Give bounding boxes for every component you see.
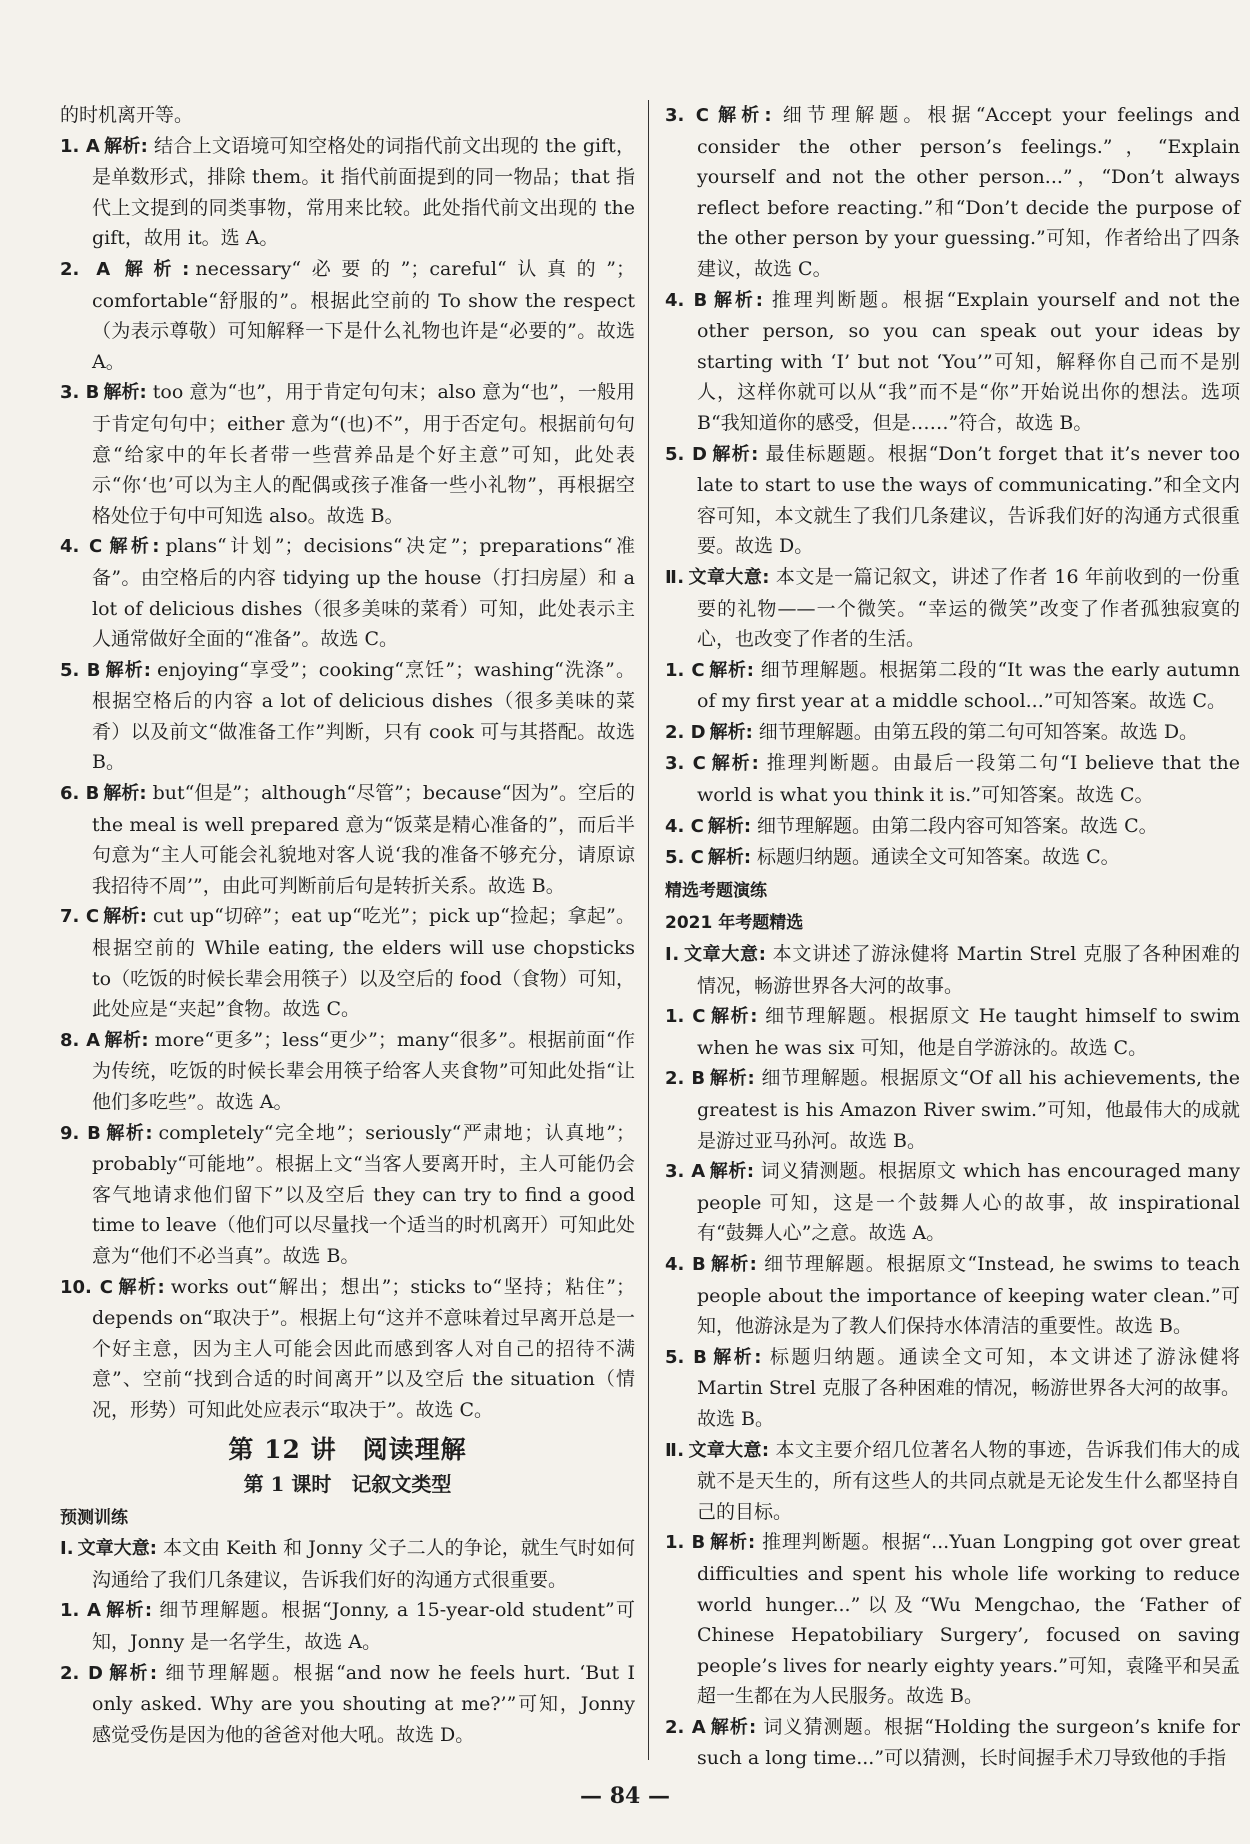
item-explanation: more“更多”；less“更少”；many“很多”。根据前面“作为传统，吃饭的时候长辈会用筷子给客人夹食物”可知此处指“让他们多吃些”。故选 A。 bbox=[92, 1028, 636, 1113]
item-key-label: 解析: bbox=[116, 1276, 165, 1298]
item-key-label: 解析: bbox=[103, 382, 147, 404]
answer-item bbox=[60, 1025, 635, 1118]
item-number: 1. C bbox=[665, 659, 705, 681]
item-key-label: 文章大意: bbox=[688, 566, 770, 588]
answer-item bbox=[60, 1658, 635, 1751]
item-key-label: 文章大意: bbox=[688, 1439, 770, 1461]
item-explanation: too 意为“也”，用于肯定句句末；also 意为“也”，一般用于肯定句句中；either 意为“(也)不”，用于否定句。根据前句句意“给家中的年长者带一些营养品是个好主意”可知，此处表示“你‘也’可以为主人的配偶或孩子准备一些小礼物”，再根据空格处位于句中可知选 also。故选 B。 bbox=[92, 381, 635, 527]
item-number: 3. B bbox=[60, 382, 100, 404]
answer-item bbox=[665, 439, 1240, 562]
item-number: 3. C bbox=[665, 753, 706, 775]
item-explanation: 细节理解题。根据原文“Of all his achievements, the greatest is his Amazon River swim.”可知，他最伟大的成就是游过亚马孙河。故选 B。 bbox=[697, 1067, 1240, 1152]
item-key-label: 解析: bbox=[103, 906, 147, 928]
item-key-label: 解析: bbox=[708, 659, 754, 681]
item-explanation: 推理判断题。由最后一段第二句“I believe that the world is what you think it is.”可知答案。故选 C。 bbox=[697, 752, 1240, 807]
item-key-label: 解析: bbox=[709, 721, 753, 743]
answer-item bbox=[665, 748, 1240, 810]
item-explanation: enjoying“享受”；cooking“烹饪”；washing“洗涤”。根据空格后的内容 a lot of delicious dishes（很多美味的菜肴）以及前文“做准备工作”判断，只有 cook 可与其搭配。故选 B。 bbox=[92, 658, 635, 774]
item-key-label: 文章大意: bbox=[77, 1538, 157, 1560]
answer-item bbox=[665, 811, 1240, 843]
answer-item bbox=[665, 842, 1240, 874]
answer-item bbox=[665, 1527, 1240, 1712]
answer-item bbox=[60, 901, 635, 1024]
item-number: 10. C bbox=[60, 1276, 113, 1298]
item-explanation: 细节理解题。根据“and now he feels hurt. ‘But I only asked. Why are you shouting at me?’”可知，Jonny 感觉受伤是因为他的爸爸对他大吼。故选 D。 bbox=[92, 1661, 635, 1746]
item-key-label: 解析: bbox=[709, 1006, 758, 1028]
item-number: Ⅱ. bbox=[665, 566, 685, 588]
item-explanation: 本文主要介绍几位著名人物的事迹，告诉我们伟大的成就不是天生的，所有这些人的共同点就是无论发生什么都坚持自己的目标。 bbox=[697, 1438, 1240, 1523]
answer-item bbox=[665, 1156, 1240, 1249]
item-number: Ⅱ. bbox=[665, 1439, 685, 1461]
lesson-subheading: 第 1 课时 记叙文类型 bbox=[243, 1471, 452, 1496]
item-number: 3. C bbox=[665, 105, 709, 126]
item-number: 4. B bbox=[665, 289, 708, 311]
answer-item bbox=[665, 1249, 1240, 1342]
answer-item bbox=[665, 1435, 1240, 1528]
item-key-label: 解析: bbox=[707, 815, 752, 837]
answer-item bbox=[665, 1063, 1240, 1156]
section-heading: 精选考题演练 bbox=[665, 880, 767, 901]
item-explanation: 细节理解题。根据原文 He taught himself to swim when he was six 可知，他是自学游泳的。故选 C。 bbox=[697, 1005, 1240, 1059]
item-number: Ⅰ. bbox=[665, 944, 680, 966]
answer-item bbox=[665, 655, 1240, 717]
item-number: 5. B bbox=[60, 659, 101, 681]
item-number: 2. D bbox=[60, 1662, 103, 1684]
answer-item bbox=[60, 1533, 635, 1595]
item-number: Ⅰ. bbox=[60, 1538, 74, 1560]
answer-item bbox=[60, 131, 635, 254]
item-number: 1. A bbox=[60, 135, 100, 157]
right-column bbox=[665, 100, 1240, 1774]
item-key-label: 解析: bbox=[709, 1161, 755, 1183]
item-number: 5. D bbox=[665, 443, 707, 465]
item-number: 1. B bbox=[665, 1532, 706, 1554]
answer-item bbox=[60, 531, 635, 654]
item-key-label: 解析: bbox=[104, 659, 152, 681]
answer-item bbox=[665, 285, 1240, 439]
item-number: 2. D bbox=[665, 721, 706, 743]
item-explanation: 词义猜测题。根据原文 which has encouraged many people 可知，这是一个鼓舞人心的故事，故 inspirational 有“鼓舞人心”之意。故选 A。 bbox=[697, 1160, 1240, 1245]
answer-item bbox=[665, 939, 1240, 1001]
answer-item bbox=[665, 100, 1240, 285]
item-explanation: cut up“切碎”；eat up“吃光”；pick up“捡起；拿起”。根据空前的 While eating, the elders will use chopsticks to（吃饭的时候长辈会用筷子）以及空后的 food（食物）可知，此处应是“夹起”食物。故选 C。 bbox=[92, 905, 636, 1021]
answer-item bbox=[665, 562, 1240, 655]
column-divider bbox=[648, 100, 649, 1760]
item-number: 2. A bbox=[60, 258, 111, 280]
section-heading: 预测训练 bbox=[60, 1507, 128, 1528]
item-key-label: 解析: bbox=[104, 1029, 149, 1051]
item-number: 6. B bbox=[60, 783, 100, 805]
item-explanation: 本文是一篇记叙文，讲述了作者 16 年前收到的一份重要的礼物——一个微笑。“幸运的微笑”改变了作者孤独寂寞的心，也改变了作者的生活。 bbox=[697, 565, 1240, 651]
item-number: 4. B bbox=[665, 1253, 706, 1275]
item-explanation: 细节理解题。根据第二段的“It was the early autumn of my first year at a middle school...”可知答案。故选 C。 bbox=[697, 658, 1240, 713]
item-explanation: 最佳标题题。根据“Don’t forget that it’s never too late to start to use the ways of communicating.”和全文内容可知，本文就生了我们几条建议，告诉我们好的沟通方式很重要。故选 D。 bbox=[697, 442, 1241, 558]
item-number: 1. A bbox=[60, 1600, 101, 1622]
item-number: 5. C bbox=[665, 847, 704, 869]
item-key-label: 解析: bbox=[104, 1600, 153, 1622]
item-key-label: 解析: bbox=[709, 753, 759, 775]
answer-item bbox=[665, 1342, 1240, 1435]
answer-item bbox=[665, 1712, 1240, 1774]
answer-item bbox=[60, 778, 635, 901]
item-explanation: 标题归纳题。通读全文可知，本文讲述了游泳健将 Martin Strel 克服了各种困难的情况，畅游世界各大河的故事。故选 B。 bbox=[697, 1345, 1240, 1430]
page-number: — 84 — bbox=[580, 1783, 670, 1809]
item-explanation: 细节理解题。根据“Jonny, a 15-year-old student”可知，Jonny 是一名学生，故选 A。 bbox=[92, 1599, 635, 1653]
left-column bbox=[60, 100, 635, 1750]
item-key-label: 文章大意: bbox=[683, 944, 766, 966]
item-key-label: 解析: bbox=[103, 783, 147, 805]
item-key-label: 解析: bbox=[711, 289, 763, 311]
answer-item bbox=[60, 1595, 635, 1657]
item-number: 5. B bbox=[665, 1346, 707, 1368]
item-explanation: but“但是”；although“尽管”；because“因为”。空后的 the meal is well prepared 意为“饭菜是精心准备的”，而后半句意为“主人可能会礼貌地对客人说‘我的准备不够充分，请原谅我招待不周’”，由此可判断前后句是转折关系。故选 B。 bbox=[92, 782, 635, 897]
answer-item bbox=[60, 655, 635, 778]
item-key-label: 解析: bbox=[709, 1532, 756, 1554]
answer-item bbox=[60, 377, 635, 531]
item-number: 4. C bbox=[60, 536, 103, 558]
answer-item bbox=[60, 1118, 635, 1272]
answer-item bbox=[60, 1272, 635, 1426]
item-key-label: 解析: bbox=[709, 1716, 757, 1738]
item-explanation: necessary“必要的”；careful“认真的”；comfortable“舒服的”。根据此空前的 To show the respect（为表示尊敬）可知解释一下是什么礼物也许是“必要的”。故选 A。 bbox=[92, 257, 635, 373]
answer-item bbox=[665, 1001, 1240, 1063]
item-explanation: 细节理解题。根据“Accept your feelings and consider the other person’s feelings.”，“Explain yourself and not the other person...”，“Don’t always reflect before reacting.”和“Don’t decide the purpose of the other person by your guessing.”可知，作者给出了四条建议，故选 C。 bbox=[697, 104, 1241, 280]
item-key-label: 解析: bbox=[103, 135, 148, 157]
item-explanation: 推理判断题。根据“...Yuan Longping got over great difficulties and spent his whole life working to reduce world hunger...”以及“Wu Mengchao, the ‘Father of Chinese Hepatobiliary Surgery’, focused on saving people’s lives for nearly eighty years.”可知，袁隆平和吴孟超一生都在为人民服务。故选 B。 bbox=[697, 1531, 1240, 1708]
item-key-label: 解析: bbox=[710, 443, 759, 465]
item-explanation: 细节理解题。由第五段的第二句可知答案。故选 D。 bbox=[758, 720, 1199, 743]
item-number: 8. A bbox=[60, 1029, 101, 1051]
item-key-label: 解析: bbox=[114, 258, 190, 280]
answer-item bbox=[60, 254, 635, 377]
item-number: 4. C bbox=[665, 815, 704, 837]
item-number: 3. A bbox=[665, 1161, 706, 1183]
item-explanation: 标题归纳题。通读全文可知答案。故选 C。 bbox=[757, 846, 1120, 869]
item-key-label: 解析: bbox=[106, 536, 160, 558]
item-explanation: works out“解出；想出”；sticks to“坚持；粘住”；depends on“取决于”。根据上句“这并不意味着过早离开总是一个好主意，因为主人可能会因此而感到客人对自己的招待不满意”、空前“找到合适的时间离开”以及空后 the situation（情况，形势）可知此处应表示“取决于”。故选 C。 bbox=[92, 1275, 636, 1421]
item-explanation: completely“完全地”；seriously“严肃地；认真地”；probably“可能地”。根据上文“当客人要离开时，主人可能仍会客气地请求他们留下”以及空后 they can try to find a good time to leave（他们可以尽量找一个适当的时机离开）可知此处意为“他们不必当真”。故选 B。 bbox=[92, 1121, 635, 1267]
item-explanation: 本文讲述了游泳健将 Martin Strel 克服了各种困难的情况，畅游世界各大河的故事。 bbox=[697, 943, 1240, 997]
item-explanation: 细节理解题。由第二段内容可知答案。故选 C。 bbox=[757, 814, 1158, 837]
item-key-label: 解析: bbox=[709, 1253, 757, 1275]
item-explanation: 词义猜测题。根据“Holding the surgeon’s knife for such a long time...”可以猜测，长时间握手术刀导致他的手指 bbox=[697, 1715, 1241, 1770]
lesson-heading: 第 12 讲 阅读理解 bbox=[228, 1434, 467, 1464]
item-explanation: 推理判断题。根据“Explain yourself and not the other person, so you can speak out your ideas by starting with ‘I’ but not ‘You’”可知，解释你自己而不是别人，这样你就可以从“我”而不是“你”开始说出你的想法。选项 B“我知道你的感受，但是……”符合，故选 B。 bbox=[697, 288, 1240, 434]
continuation-text: 的时机离开等。 bbox=[60, 104, 194, 126]
item-key-label: 解析: bbox=[710, 1346, 762, 1368]
item-explanation: 细节理解题。根据原文“Instead, he swims to teach people about the importance of keeping water clean.”可知，他游泳是为了教人们保持水体清洁的重要性。故选 B。 bbox=[697, 1252, 1240, 1338]
item-key-label: 解析: bbox=[104, 1122, 153, 1144]
item-key-label: 解析: bbox=[106, 1662, 158, 1684]
item-key-label: 解析: bbox=[712, 105, 772, 126]
item-explanation: 结合上文语境可知空格处的词指代前文出现的 the gift，是单数形式，排除 them。it 指代前面提到的同一物品；that 指代上文提到的同类事物，常用来比较。此处指代前文出现的 the gift，故用 it。选 A。 bbox=[92, 134, 636, 250]
section-heading: 2021 年考题精选 bbox=[665, 913, 804, 934]
item-number: 9. B bbox=[60, 1122, 101, 1144]
item-explanation: plans“计划”；decisions“决定”；preparations“准备”。由空格后的内容 tidying up the house（打扫房屋）和 a lot of delicious dishes（很多美味的菜肴）可知，此处表示主人通常做好全面的“准备”。故选 C。 bbox=[92, 535, 636, 651]
answer-item bbox=[665, 717, 1240, 749]
item-number: 2. A bbox=[665, 1716, 706, 1738]
item-explanation: 本文由 Keith 和 Jonny 父子二人的争论，就生气时如何沟通给了我们几条建议，告诉我们好的沟通方式很重要。 bbox=[92, 1537, 635, 1591]
item-number: 7. C bbox=[60, 906, 100, 928]
item-number: 2. B bbox=[665, 1068, 706, 1090]
item-key-label: 解析: bbox=[709, 1068, 755, 1090]
item-key-label: 解析: bbox=[707, 847, 752, 869]
item-number: 1. C bbox=[665, 1006, 706, 1028]
